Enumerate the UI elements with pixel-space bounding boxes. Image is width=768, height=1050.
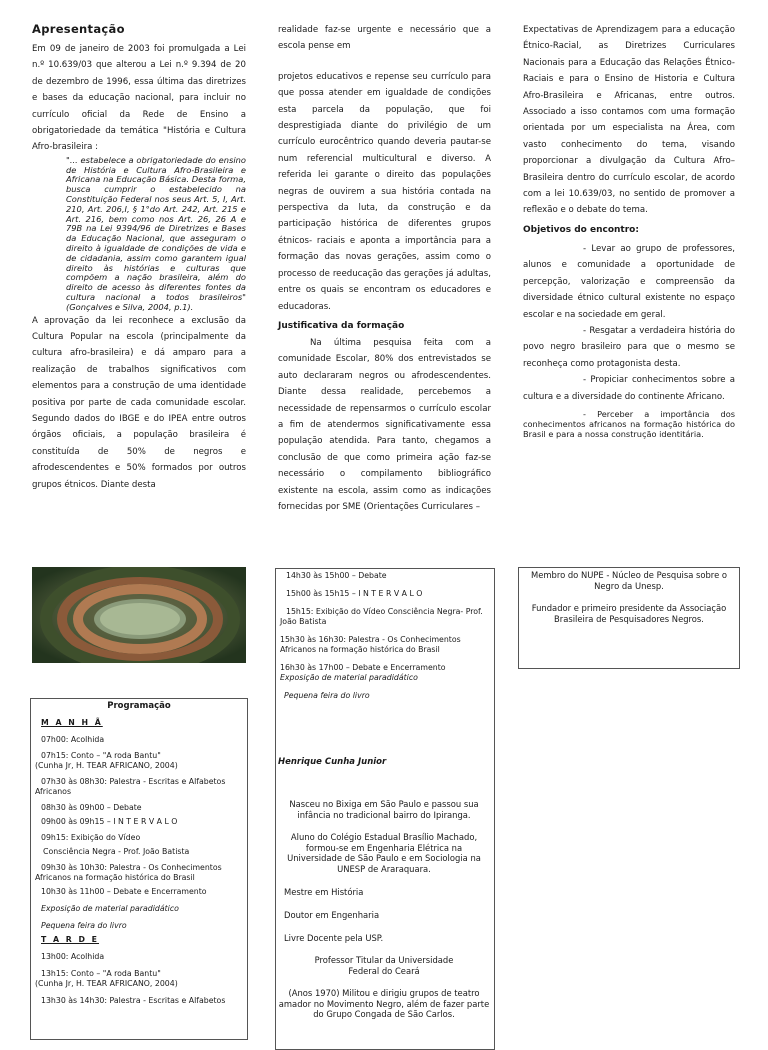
schedule-item: 13h15: Conto – "A roda Bantu" — [41, 969, 161, 978]
schedule-item: Pequena feira do livro — [284, 691, 370, 700]
urgency-paragraph: realidade faz-se urgente e necessário que a escola pense em — [278, 25, 491, 52]
column-objetivos — [523, 22, 735, 447]
intro-paragraph: Em 09 de janeiro de 2003 foi promulgada a Lei n.º 10.639/03 que alterou a Lei n.º 9.394 de 20 de dezembro de 1996, essa última das diretrizes e bases da educação nacional, para incluir no currículo oficial da Rede de Ensino a obrigatoriedade da temática "História e Cultura Afro-brasileira : — [32, 44, 246, 153]
schedule-item: 07h30 às 08h30: Palestra - Escritas e Alfabetos Africanos — [35, 777, 226, 796]
law-quote: "... estabelece a obrigatoriedade do ensino de História e Cultura Afro-Brasileira e Africana na Educação Básica. Desta forma, busca cumprir o estabelecido na Constituição Federal nos seus Art. 5, I, Art. 210, Art. 206,I, § 1°do Art. 242, Art. 215 e Art. 216, bem como nos Art. 26, 26 A e 79B na Lei 9394/96 de Diretrizes e Bases da Educação Nacional, que asseguram o direito à igualdade de condições de vida e de cidadania, assim como garantem igual direito às histórias e culturas que compõem a nação brasileira, além do direito de acesso às diferentes fontes da cultura nacional a todos brasileiros" (Gonçalves e Silva, 2004, p.1). — [66, 154, 246, 312]
section-title-apresentacao: Apresentação — [32, 22, 125, 36]
hands-circle-image — [32, 567, 246, 663]
bio-section — [278, 757, 490, 1020]
bio-line: Professor Titular da Universidade Federal do Ceará — [314, 955, 454, 976]
tarde-continuation-box — [275, 568, 495, 1050]
schedule-item: Exposição de material paradidático — [41, 904, 179, 913]
schedule-item: 08h30 às 09h00 – Debate — [41, 803, 142, 812]
schedule-item: 15h00 às 15h15 – I N T E R V A L O — [286, 589, 423, 598]
curriculum-paragraph: projetos educativos e repense seu currículo para que possa atender em igualdade de condições esta parcela da população, que foi desprestigiada diante do privilégio de um currículo eurocêntrico quando deveria pautar-se num referencial multicultural e diverso. A referida lei garante o direito das populações negras de ouvirem a sua história contada na perspectiva da luta, da construção e da participação histórica de diferentes grupos étnicos- raciais e aponta a importância para a formação das novas gerações, assim como o processo de reeducação das gerações já adultas, entre os quais se encontram os educadores e educadoras. — [278, 71, 491, 312]
schedule-item: Consciência Negra - Prof. João Batista — [43, 847, 190, 856]
programacao-title: Programação — [107, 701, 171, 711]
objective-item: - Propiciar conhecimentos sobre a cultura e a diversidade do continente Africano. — [523, 375, 735, 402]
schedule-item: (Cunha Jr, H. TEAR AFRICANO, 2004) — [35, 761, 178, 770]
schedule-item: 13h30 às 14h30: Palestra - Escritas e Alfabetos — [41, 996, 226, 1005]
schedule-item: 07h00: Acolhida — [41, 735, 105, 744]
bio-line: Aluno do Colégio Estadual Brasílio Machado, formou-se em Engenharia Elétrica na Universidade de São Paulo e em Sociologia na UNESP de Araraquara. — [287, 832, 481, 874]
schedule-item: Pequena feira do livro — [41, 921, 127, 930]
column-justificativa — [278, 22, 491, 515]
section-heading-justificativa: Justificativa da formação — [278, 320, 405, 331]
expectations-paragraph: Expectativas de Aprendizagem para a educação Étnico-Racial, as Diretrizes Curriculares Nacionais para a Educação das Relações Étnico-Raciais e para o Ensino de Historia e Cultura Afro-Brasileira e Africanas, entre outros. Associado a isso contamos com uma formação orientada por um especialista na Área, com vasto conhecimento do tema, visando proporcionar a divulgação da Cultura Afro–Brasileira dentro do currículo escolar, de acordo com a lei 10.639/03, no sentido de promover a reflexão e o debate do tema. — [523, 25, 735, 216]
objective-item: - Perceber a importância dos conhecimentos africanos na formação histórica do Brasil e para a nossa construção identitária. — [523, 408, 735, 439]
programacao-box — [30, 698, 248, 1040]
hands-circle-photo — [32, 567, 246, 663]
schedule-item: 15h30 às 16h30: Palestra - Os Conhecimentos Africanos na formação histórica do Brasil — [280, 635, 461, 654]
schedule-item: 09h15: Exibição do Vídeo — [41, 833, 141, 842]
schedule-item: 10h30 às 11h00 – Debate e Encerramento — [41, 887, 207, 896]
bio-line: Livre Docente pela USP. — [284, 933, 384, 943]
bio-line: Fundador e primeiro presidente da Associação Brasileira de Pesquisadores Negros. — [531, 603, 727, 624]
column-apresentacao — [32, 22, 246, 493]
schedule-item: 16h30 às 17h00 – Debate e Encerramento — [280, 663, 446, 672]
bio-line: Doutor em Engenharia — [284, 910, 380, 920]
objective-item: - Resgatar a verdadeira história do povo negro brasileiro para que o mesmo se reconheça como protagonista desta. — [523, 325, 735, 369]
section-heading-objetivos: Objetivos do encontro: — [523, 224, 639, 235]
schedule-item: 09h30 às 10h30: Palestra - Os Conhecimentos Africanos na formação histórica do Brasil — [35, 863, 222, 882]
schedule-item: 07h15: Conto – "A roda Bantu" — [41, 751, 161, 760]
manha-label: M A N H Ã — [41, 718, 103, 727]
speaker-name: Henrique Cunha Junior — [278, 757, 387, 767]
bio-line: Membro do NUPE - Núcleo de Pesquisa sobre o Negro da Unesp. — [530, 570, 728, 591]
bio-continuation-box — [518, 567, 740, 669]
schedule-item: 13h00: Acolhida — [41, 952, 105, 961]
schedule-item: 15h15: Exibição do Vídeo Consciência Negra- Prof. João Batista — [280, 607, 483, 626]
tarde-label: T A R D E — [41, 935, 100, 944]
bio-line: Nasceu no Bixiga em São Paulo e passou sua infância no tradicional bairro do Ipiranga. — [289, 799, 479, 820]
schedule-item: (Cunha Jr, H. TEAR AFRICANO, 2004) — [35, 979, 178, 988]
schedule-item: 14h30 às 15h00 – Debate — [286, 571, 387, 580]
schedule-item: 09h00 às 09h15 – I N T E R V A L O — [41, 817, 178, 826]
objective-item: - Levar ao grupo de professores, alunos e comunidade a oportunidade de percepção, valorização e compreensão da diversidade étnico cultural existente no espaço escolar e na sociedade em geral. — [523, 243, 735, 320]
bio-line: (Anos 1970) Militou e dirigiu grupos de teatro amador no Movimento Negro, além de fazer parte do Grupo Congada de São Carlos. — [278, 988, 490, 1019]
law-approval-paragraph: A aprovação da lei reconhece a exclusão da Cultura Popular na escola (principalmente da cultura afro-brasileira) e dá amparo para a realização de trabalhos significativos com elementos para a construção de uma identidade positiva por parte de cada comunidade escolar. Segundo dados do IBGE e do IPEA entre outros órgãos oficiais, a população brasileira é constituída de 50% de negros e afrodescendentes e 50% formados por outros grupos étnicos. Diante desta — [32, 315, 246, 490]
bio-line: Mestre em História — [284, 887, 364, 897]
schedule-item: Exposição de material paradidático — [280, 673, 418, 682]
research-paragraph: Na última pesquisa feita com a comunidade Escolar, 80% dos entrevistados se auto declararam negros ou afrodescendentes. Diante dessa realidade, percebemos a necessidade de repensarmos o currículo escolar a fim de atendermos significativamente essa população atendida. Para tanto, chegamos a conclusão de que como primeira ação faz-se necessário o compilamento bibliográfico existente na escola, assim como as indicações fornecidas por SME (Orientações Curriculares – — [278, 337, 491, 512]
